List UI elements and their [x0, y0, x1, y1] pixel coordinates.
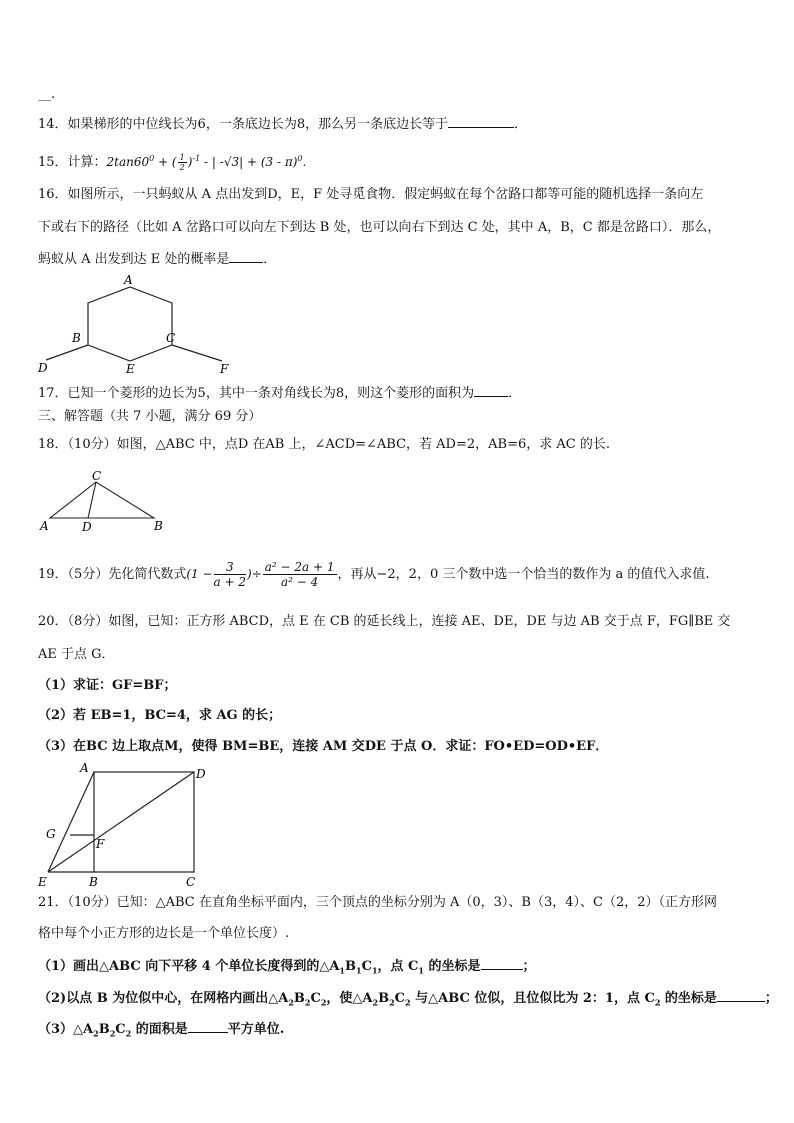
part-1-text-a: （1）画出△ABC 向下平移 4 个单位长度得到的△A: [38, 959, 340, 974]
subscript: 1: [371, 965, 378, 976]
part-1-text-c: C: [361, 959, 372, 974]
point-label-c: C: [92, 470, 102, 483]
point-label-b: B: [89, 875, 98, 889]
part-3-text-c: C: [115, 1022, 126, 1037]
fraction-numerator: 3: [214, 560, 246, 575]
previous-question-blank-end: __.: [38, 87, 56, 102]
question-17: [38, 384, 521, 403]
question-21-line-1: 21．（10分）已知：△ABC 在直角坐标平面内，三个顶点的坐标分别为 A（0，3）、B（3，4）、C（2，2）（正方形网: [38, 895, 717, 910]
question-20-part-1: （1）求证：GF=BF；: [38, 678, 177, 693]
part-2-text-h: 的坐标是: [660, 991, 717, 1006]
part-1-text-d: ，点 C: [377, 959, 419, 974]
ant-path-figure: [36, 272, 246, 377]
expr-close: ): [247, 567, 252, 581]
expr-sqrt: √3: [223, 155, 240, 169]
question-17-text: 17．已知一个菱形的边长为5，其中一条对角线长为8，则这个菱形的面积为: [38, 386, 475, 401]
subscript: 2: [125, 1028, 132, 1039]
expr-fraction: [178, 153, 187, 172]
question-19-suffix: ，再从−2，2，0 三个数中选一个恰当的数作为 a 的值代入求值.: [337, 567, 710, 582]
point-label-a: A: [80, 762, 89, 775]
path-b-to-d: [46, 345, 88, 360]
expr-exponent: -1: [192, 154, 201, 163]
question-20-line-1: 20．（8分）如图，已知：正方形 ABCD，点 E 在 CB 的延长线上，连接 AE、DE，DE 与边 AB 交于点 F，FG∥BE 交: [38, 614, 731, 629]
point-label-g: G: [46, 827, 56, 841]
question-14-end: ．: [514, 117, 528, 132]
subscript: 2: [389, 997, 395, 1008]
question-16-line-1: 16．如图所示，一只蚂蚁从 A 点出发到D，E，F 处寻觅食物．假定蚂蚁在每个岔路口都等可能的随机选择一条向左: [38, 187, 704, 202]
fraction-denominator: 2: [179, 163, 185, 172]
subscript: 2: [93, 1028, 99, 1039]
point-label-b: B: [154, 519, 163, 533]
part-1-end: ；: [522, 959, 536, 974]
answer-blank[interactable]: [717, 989, 765, 1002]
subscript: 1: [356, 965, 362, 976]
fraction-denominator: a² − 4: [280, 575, 319, 589]
question-20-line-2: AE 于点 G．: [38, 647, 115, 662]
answer-blank[interactable]: [474, 384, 508, 397]
answer-blank[interactable]: [448, 115, 514, 128]
answer-blank[interactable]: [188, 1020, 228, 1033]
part-3-text-b: B: [98, 1022, 110, 1037]
part-3-text-d: 的面积是: [131, 1022, 188, 1037]
fraction-numerator: 1: [179, 153, 185, 162]
subscript: 2: [405, 997, 411, 1008]
expr-abs-open: - | -: [200, 155, 224, 169]
path-c-to-f: [172, 345, 222, 361]
point-label-d: D: [38, 361, 48, 375]
question-21-part-2: [38, 989, 778, 1012]
point-label-e: E: [126, 362, 135, 376]
point-label-f: F: [220, 362, 229, 376]
square-abcd: [94, 772, 194, 872]
expr-exponent-zero: 0: [297, 154, 303, 163]
subscript: 2: [372, 997, 379, 1008]
part-2-text-f: C: [394, 991, 406, 1006]
answer-blank[interactable]: [481, 957, 523, 970]
part-2-text-a: （2)以点 B 为位似中心，在网格内画出△A: [38, 991, 289, 1006]
part-1-text-e: 的坐标是: [423, 959, 481, 974]
point-label-d: D: [82, 520, 92, 534]
part-2-text-c: C: [310, 991, 321, 1006]
expr-rest: | + (3 - π): [239, 155, 298, 169]
expr-plus: + (: [154, 155, 177, 169]
expr-open: (1 −: [186, 567, 213, 581]
square-abcd-figure: [36, 762, 216, 890]
point-label-d: D: [196, 767, 206, 781]
fraction-3-over-a-plus-2: [214, 560, 246, 589]
question-16-end: ．: [263, 252, 277, 267]
subscript: 1: [339, 965, 345, 976]
expr-end: .: [302, 155, 307, 169]
subscript: 1: [418, 965, 424, 976]
expr-close: ): [187, 155, 193, 169]
question-15: [38, 150, 306, 172]
point-label-f: F: [96, 837, 105, 851]
question-14-text: 14．如果梯形的中位线长为6，一条底边长为8，那么另一条底边长等于: [38, 117, 449, 132]
question-15-expression: [106, 153, 307, 172]
question-18: 18．（10分）如图，△ABC 中，点D 在AB 上，∠ACD=∠ABC，若 AD=2，AB=6，求 AC 的长.: [38, 437, 610, 452]
part-3-text-e: 平方单位.: [227, 1022, 285, 1037]
question-20-part-2: （2）若 EB=1，BC=4，求 AG 的长；: [38, 708, 282, 723]
expr-degree: 0: [149, 154, 155, 163]
part-2-text-b: B: [293, 991, 305, 1006]
subscript: 2: [654, 997, 661, 1008]
part-3-text-a: （3）△A: [38, 1022, 94, 1037]
fraction-numerator: a² − 2a + 1: [264, 560, 335, 574]
question-21-part-3: [38, 1020, 284, 1043]
part-2-text-g: 与△ABC 位似，且位似比为 2：1，点 C: [410, 991, 655, 1006]
point-label-c: C: [166, 331, 176, 345]
subscript: 2: [288, 997, 294, 1008]
part-2-end: ；: [764, 991, 778, 1006]
segment-ae: [48, 772, 94, 872]
answer-blank[interactable]: [229, 250, 263, 263]
question-16-line-2: 下或右下的路径（比如 A 岔路口可以向左下到达 B 处，也可以向右下到达 C 处，其中 A，B，C 都是岔路口）．那么，: [38, 220, 721, 235]
part-2-text-e: B: [378, 991, 390, 1006]
fraction-denominator: a + 2: [213, 575, 246, 589]
question-17-end: ．: [508, 386, 522, 401]
subscript: 2: [304, 997, 311, 1008]
hexagon-paths: [88, 287, 172, 361]
segment-de: [48, 772, 194, 872]
point-label-b: B: [72, 331, 81, 345]
question-15-label: 15．计算：: [38, 155, 107, 170]
question-16-line-3: [38, 250, 276, 269]
question-19-prefix: 19．（5分）先化简代数式: [38, 567, 187, 582]
part-2-text-d: ，使△A: [326, 991, 373, 1006]
question-20-part-3: （3）在BC 边上取点M，使得 BM=BE，连接 AM 交DE 于点 O．求证：FO•ED=OD•EF．: [38, 739, 609, 754]
subscript: 2: [109, 1028, 116, 1039]
point-label-a: A: [40, 519, 49, 533]
question-19: [38, 558, 710, 591]
question-14: [38, 115, 527, 134]
part-1-text-b: B: [345, 959, 356, 974]
section-heading: 三、解答题（共 7 小题，满分 69 分）: [38, 409, 262, 424]
point-label-a: A: [124, 273, 133, 287]
subscript: 2: [320, 997, 327, 1008]
point-label-e: E: [38, 875, 47, 889]
point-label-c: C: [186, 875, 196, 889]
division-sign: ÷: [251, 567, 262, 581]
fraction-quadratic: [263, 560, 337, 589]
question-21-line-2: 格中每个小正方形的边长是一个单位长度）.: [38, 926, 290, 941]
question-16-text: 蚂蚁从 A 出发到达 E 处的概率是: [38, 252, 230, 267]
triangle-abc-figure: [36, 470, 166, 534]
question-21-part-1: [38, 957, 536, 980]
expr-tan: 2tan60: [106, 155, 150, 169]
triangle-abc: [50, 482, 154, 518]
